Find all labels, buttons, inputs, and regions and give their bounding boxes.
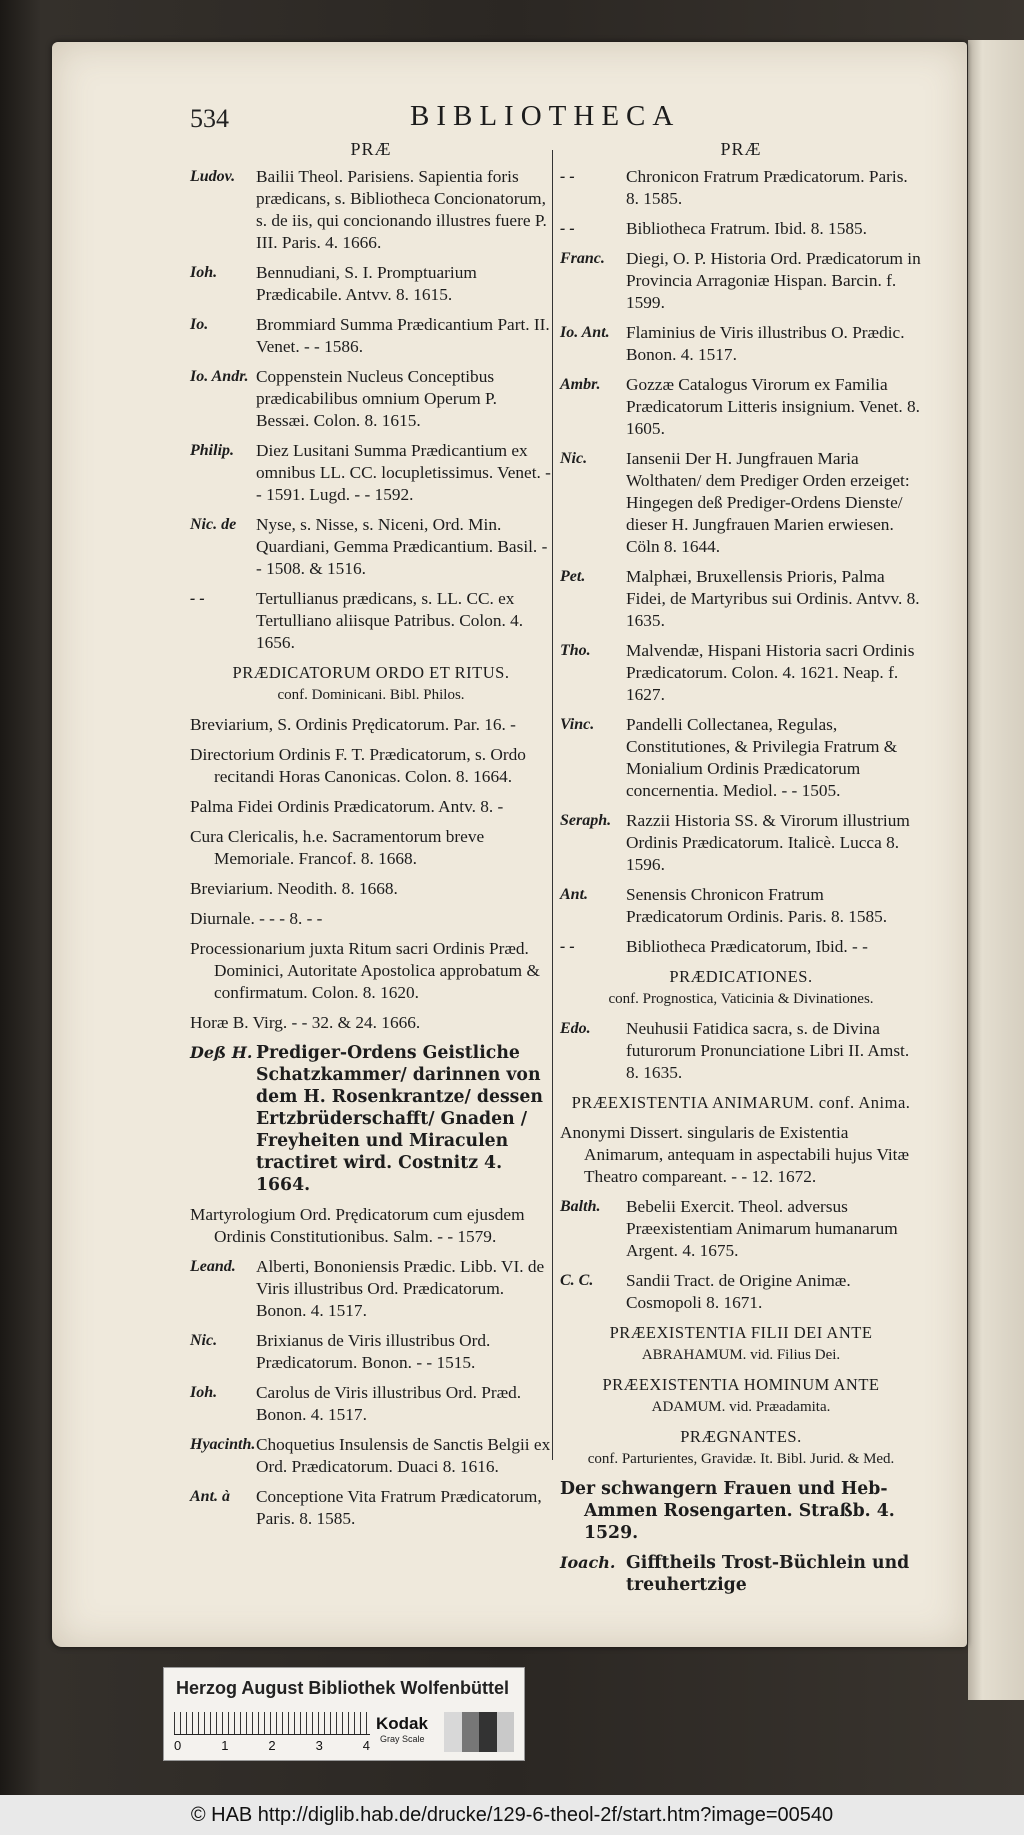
entry-text: Bibliotheca Fratrum. Ibid. 8. 1585. bbox=[626, 219, 867, 238]
entry-text: Razzii Historia SS. & Virorum illustrium Ordinis Prædicatorum. Italicè. Lucca 8. 1596. bbox=[626, 811, 910, 874]
bibliography-entry: Breviarium, S. Ordinis Prędicatorum. Par. 16. - bbox=[190, 715, 516, 734]
entry-text: Tertullianus prædicans, s. LL. CC. ex Tertulliano aliisque Patribus. Colon. 4. 1656. bbox=[256, 589, 524, 652]
entry-text: Bibliotheca Prædicatorum, Ibid. - - bbox=[626, 937, 868, 956]
entry-text: Alberti, Bononiensis Prædic. Libb. VI. de Viris illustribus Ord. Prædicatorum. Bonon. 4. 1517. bbox=[256, 1257, 545, 1320]
bibliography-entry bbox=[190, 1434, 552, 1478]
entry-text: Bebelii Exercit. Theol. adversus Præexistentiam Animarum humanarum Argent. 4. 1675. bbox=[626, 1197, 898, 1260]
section-title: PRÆGNANTES. bbox=[680, 1427, 802, 1446]
bibliography-entry bbox=[560, 166, 922, 210]
entry-group bbox=[560, 1552, 922, 1596]
plain-entry-group bbox=[190, 1204, 552, 1248]
section-crossref: ABRAHAMUM. vid. Filius Dei. bbox=[641, 1347, 841, 1363]
entry-group bbox=[560, 1196, 922, 1314]
scale-tick: 2 bbox=[268, 1738, 276, 1753]
entry-text: Diegi, O. P. Historia Ord. Prædicatorum in Provincia Arragoniæ Hispan. Barcin. f. 1599. bbox=[626, 249, 921, 312]
bibliography-entry bbox=[190, 1330, 552, 1374]
column-divider bbox=[552, 150, 553, 1460]
entry-author-prefix: Pet. bbox=[560, 568, 586, 585]
bibliography-entry bbox=[560, 884, 922, 928]
bibliography-entry bbox=[190, 262, 552, 306]
kodak-subtitle: Gray Scale bbox=[380, 1734, 425, 1744]
bibliography-entry bbox=[560, 810, 922, 876]
gray-scale-chip bbox=[444, 1712, 514, 1752]
next-page-edge bbox=[968, 40, 1024, 1700]
entry-text: Neuhusii Fatidica sacra, s. de Divina futurorum Pronunciatione Libri II. Amst. 8. 1635. bbox=[626, 1019, 910, 1082]
entry-author-prefix: Leand. bbox=[190, 1258, 236, 1275]
entry-group bbox=[190, 1256, 552, 1530]
scale-tick: 1 bbox=[221, 1738, 229, 1753]
section-heading bbox=[560, 966, 922, 1010]
bibliography-entry: Martyrologium Ord. Prędicatorum cum ejusdem Ordinis Constitutionibus. Salm. - - 1579. bbox=[190, 1205, 525, 1246]
entry-text: Sandii Tract. de Origine Animæ. Cosmopoli 8. 1671. bbox=[626, 1271, 851, 1312]
bibliography-entry: Horæ B. Virg. - - 32. & 24. 1666. bbox=[190, 1013, 421, 1032]
column-keyword: PRÆ bbox=[720, 139, 762, 159]
bibliography-entry: Der schwangern Frauen und Heb-Ammen Rosengarten. Straßb. 4. 1529. bbox=[560, 1479, 895, 1543]
section-title: PRÆEXISTENTIA ANIMARUM. conf. Anima. bbox=[571, 1093, 911, 1112]
bibliography-entry: Processionarium juxta Ritum sacri Ordinis Præd. Dominici, Autoritate Apostolica approbatum & confirmatum. Colon. 8. 1620. bbox=[190, 939, 540, 1002]
entry-text: Diez Lusitani Summa Prædicantium ex omnibus LL. CC. locupletissimus. Venet. - - 1591. Lugd. - - 1592. bbox=[256, 441, 551, 504]
page-header bbox=[190, 98, 950, 138]
section-crossref: conf. Parturientes, Gravidæ. It. Bibl. Jurid. & Med. bbox=[587, 1451, 895, 1467]
bibliography-entry bbox=[190, 1256, 552, 1322]
plain-entry-group bbox=[560, 1122, 922, 1188]
bibliography-entry bbox=[560, 322, 922, 366]
section-heading bbox=[560, 1322, 922, 1366]
entry-text: Malvendæ, Hispani Historia sacri Ordinis Prædicatorum. Colon. 4. 1621. Neap. f. 1627. bbox=[626, 641, 915, 704]
entry-author-prefix: Philip. bbox=[190, 442, 235, 459]
bibliography-entry: Anonymi Dissert. singularis de Existentia Animarum, antequam in aspectabili hujus Vitæ Theatro compareant. - - 12. 1672. bbox=[560, 1123, 910, 1186]
scale-tick: 4 bbox=[362, 1738, 370, 1753]
running-title: BIBLIOTHECA bbox=[410, 100, 681, 132]
bibliography-entry bbox=[190, 1486, 552, 1530]
plain-entry-group bbox=[560, 1478, 922, 1544]
bibliography-entry bbox=[560, 714, 922, 802]
entry-author-prefix: Vinc. bbox=[560, 716, 595, 733]
entry-author-prefix: Seraph. bbox=[560, 812, 612, 829]
entry-text: Pandelli Collectanea, Regulas, Constitutiones, & Privilegia Fratrum & Monialium Ordinis Prædicatorum concernentia. Mediol. - - 1505. bbox=[626, 715, 898, 800]
bibliography-entry bbox=[190, 314, 552, 358]
bibliography-entry bbox=[190, 588, 552, 654]
bibliography-entry bbox=[190, 1042, 552, 1196]
entry-author-prefix: Edo. bbox=[560, 1020, 591, 1037]
entry-text: Iansenii Der H. Jungfrauen Maria Wolthaten/ dem Prediger Orden erzeiget: Hingegen deß Prediger-Ordens Dienste/ dieser H. Jungfrauen Marien erwiesen. Cöln 8. 1644. bbox=[626, 449, 910, 556]
bibliography-entry bbox=[560, 374, 922, 440]
entry-author-prefix: Ioh. bbox=[190, 264, 218, 281]
entry-text: Coppenstein Nucleus Conceptibus prædicabilibus omnium Operum P. Bessæi. Colon. 8. 1615. bbox=[256, 367, 497, 430]
bibliography-entry bbox=[190, 166, 552, 254]
bibliography-entry bbox=[190, 440, 552, 506]
entry-text: Gozzæ Catalogus Virorum ex Familia Prædicatorum Litteris insignium. Venet. 8. 1605. bbox=[626, 375, 920, 438]
bibliography-entry bbox=[190, 366, 552, 432]
entry-group bbox=[560, 166, 922, 958]
bibliography-entry bbox=[560, 566, 922, 632]
bibliography-entry bbox=[560, 936, 922, 958]
page-number: 534 bbox=[190, 104, 229, 133]
bibliography-entry bbox=[190, 1382, 552, 1426]
column-keyword: PRÆ bbox=[350, 139, 392, 159]
bibliography-entry bbox=[190, 514, 552, 580]
entry-author-prefix: Tho. bbox=[560, 642, 591, 659]
left-column bbox=[190, 138, 552, 1538]
section-heading bbox=[560, 1092, 922, 1114]
bibliography-entry bbox=[560, 1196, 922, 1262]
entry-text: Choquetius Insulensis de Sanctis Belgii ex Ord. Prædicatorum. Duaci 8. 1616. bbox=[256, 1435, 551, 1476]
entry-author-prefix: Io. bbox=[190, 316, 209, 333]
scale-tick: 3 bbox=[315, 1738, 323, 1753]
entry-author-prefix: Nic. bbox=[560, 450, 588, 467]
plain-entry-group bbox=[190, 714, 552, 1034]
entry-text: Conceptione Vita Fratrum Prædicatorum, Paris. 8. 1585. bbox=[256, 1487, 542, 1528]
section-heading bbox=[190, 662, 552, 706]
entry-author-prefix: Hyacinth. bbox=[190, 1436, 256, 1453]
bibliography-entry: Directorium Ordinis F. T. Prædicatorum, s. Ordo recitandi Horas Canonicas. Colon. 8. 1664. bbox=[190, 745, 526, 786]
entry-author-prefix: Franc. bbox=[560, 250, 605, 267]
bibliography-entry bbox=[560, 640, 922, 706]
right-column bbox=[560, 138, 922, 1604]
bibliography-entry: Breviarium. Neodith. 8. 1668. bbox=[190, 879, 398, 898]
section-title: PRÆEXISTENTIA FILII DEI ANTE bbox=[609, 1323, 873, 1342]
section-crossref: conf. Prognostica, Vaticinia & Divinationes. bbox=[608, 991, 874, 1007]
entry-author-prefix: Ant. bbox=[560, 886, 589, 903]
footer-credit: © HAB http://diglib.hab.de/drucke/129-6-theol-2f/start.htm?image=00540 bbox=[0, 1795, 1024, 1835]
entry-text: Senensis Chronicon Fratrum Prædicatorum Ordinis. Paris. 8. 1585. bbox=[626, 885, 888, 926]
library-name: Herzog August Bibliothek Wolfenbüttel bbox=[176, 1678, 509, 1698]
bibliography-entry bbox=[560, 448, 922, 558]
entry-author-prefix: Io. Ant. bbox=[560, 324, 610, 341]
bibliography-entry bbox=[560, 1270, 922, 1314]
entry-text: Bailii Theol. Parisiens. Sapientia foris prædicans, s. Bibliotheca Concionatorum, s. de iis, qui concionando illustres fuere P. III. Paris. 4. 1666. bbox=[256, 167, 547, 252]
entry-text: Carolus de Viris illustribus Ord. Præd. Bonon. 4. 1517. bbox=[256, 1383, 522, 1424]
entry-group bbox=[560, 1018, 922, 1084]
entry-author-prefix: C. C. bbox=[560, 1272, 594, 1289]
bibliography-entry bbox=[560, 218, 922, 240]
entry-text: Chronicon Fratrum Prædicatorum. Paris. 8. 1585. bbox=[626, 167, 908, 208]
measurement-scale bbox=[174, 1712, 370, 1735]
entry-author-prefix: Ant. à bbox=[190, 1488, 231, 1505]
entry-author-prefix: Nic. bbox=[190, 1332, 218, 1349]
entry-text: Malphæi, Bruxellensis Prioris, Palma Fidei, de Martyribus sui Ordinis. Antvv. 8. 1635. bbox=[626, 567, 920, 630]
section-title: PRÆEXISTENTIA HOMINUM ANTE bbox=[602, 1375, 880, 1394]
entry-author-prefix: Io. Andr. bbox=[190, 368, 249, 385]
section-title: PRÆDICATORUM ORDO ET RITUS. bbox=[232, 663, 510, 682]
scale-tick: 0 bbox=[174, 1738, 182, 1753]
entry-author-prefix: Nic. de bbox=[190, 516, 237, 533]
section-heading bbox=[560, 1374, 922, 1418]
entry-author-prefix: Deß H. bbox=[190, 1043, 253, 1062]
entry-author-prefix: - - bbox=[560, 220, 575, 237]
entry-author-prefix: Balth. bbox=[560, 1198, 601, 1215]
entry-text: Brommiard Summa Prædicantium Part. II. Venet. - - 1586. bbox=[256, 315, 550, 356]
entry-author-prefix: - - bbox=[190, 590, 205, 607]
entry-author-prefix: - - bbox=[560, 168, 575, 185]
entry-text: Flaminius de Viris illustribus O. Prædic. Bonon. 4. 1517. bbox=[626, 323, 905, 364]
entry-group bbox=[190, 166, 552, 654]
bibliography-entry bbox=[560, 1552, 922, 1596]
bibliography-entry: Cura Clericalis, h.e. Sacramentorum breve Memoriale. Francof. 8. 1668. bbox=[190, 827, 485, 868]
entry-author-prefix: Ioh. bbox=[190, 1384, 218, 1401]
bibliography-entry bbox=[560, 248, 922, 314]
entry-author-prefix: Ludov. bbox=[190, 168, 236, 185]
section-crossref: conf. Dominicani. Bibl. Philos. bbox=[277, 687, 465, 703]
kodak-logo: Kodak bbox=[376, 1714, 428, 1733]
bibliography-entry: Diurnale. - - - 8. - - bbox=[190, 909, 323, 928]
entry-author-prefix: Ioach. bbox=[560, 1553, 616, 1572]
library-color-card bbox=[163, 1667, 525, 1761]
entry-text: Nyse, s. Nisse, s. Niceni, Ord. Min. Quardiani, Gemma Prædicantium. Basil. - - 1508. & 1516. bbox=[256, 515, 548, 578]
bibliography-entry bbox=[560, 1018, 922, 1084]
bibliography-entry: Palma Fidei Ordinis Prædicatorum. Antv. 8. - bbox=[190, 797, 504, 816]
entry-text: Prediger-Ordens Geistliche Schatzkammer/ darinnen von dem H. Rosenkrantze/ dessen Ertzbrüderschafft/ Gnaden / Freyheiten und Miraculen tractiret wird. Costnitz 4. 1664. bbox=[256, 1043, 543, 1195]
entry-author-prefix: Ambr. bbox=[560, 376, 601, 393]
section-title: PRÆDICATIONES. bbox=[669, 967, 813, 986]
entry-text: Gifftheils Trost-Büchlein und treuhertzige bbox=[626, 1553, 910, 1595]
section-crossref: ADAMUM. vid. Præadamita. bbox=[651, 1399, 831, 1415]
entry-author-prefix: - - bbox=[560, 938, 575, 955]
entry-group bbox=[190, 1042, 552, 1196]
entry-text: Bennudiani, S. I. Promptuarium Prædicabile. Antvv. 8. 1615. bbox=[256, 263, 477, 304]
section-heading bbox=[560, 1426, 922, 1470]
scale-ticks bbox=[174, 1738, 370, 1753]
entry-text: Brixianus de Viris illustribus Ord. Prædicatorum. Bonon. - - 1515. bbox=[256, 1331, 491, 1372]
